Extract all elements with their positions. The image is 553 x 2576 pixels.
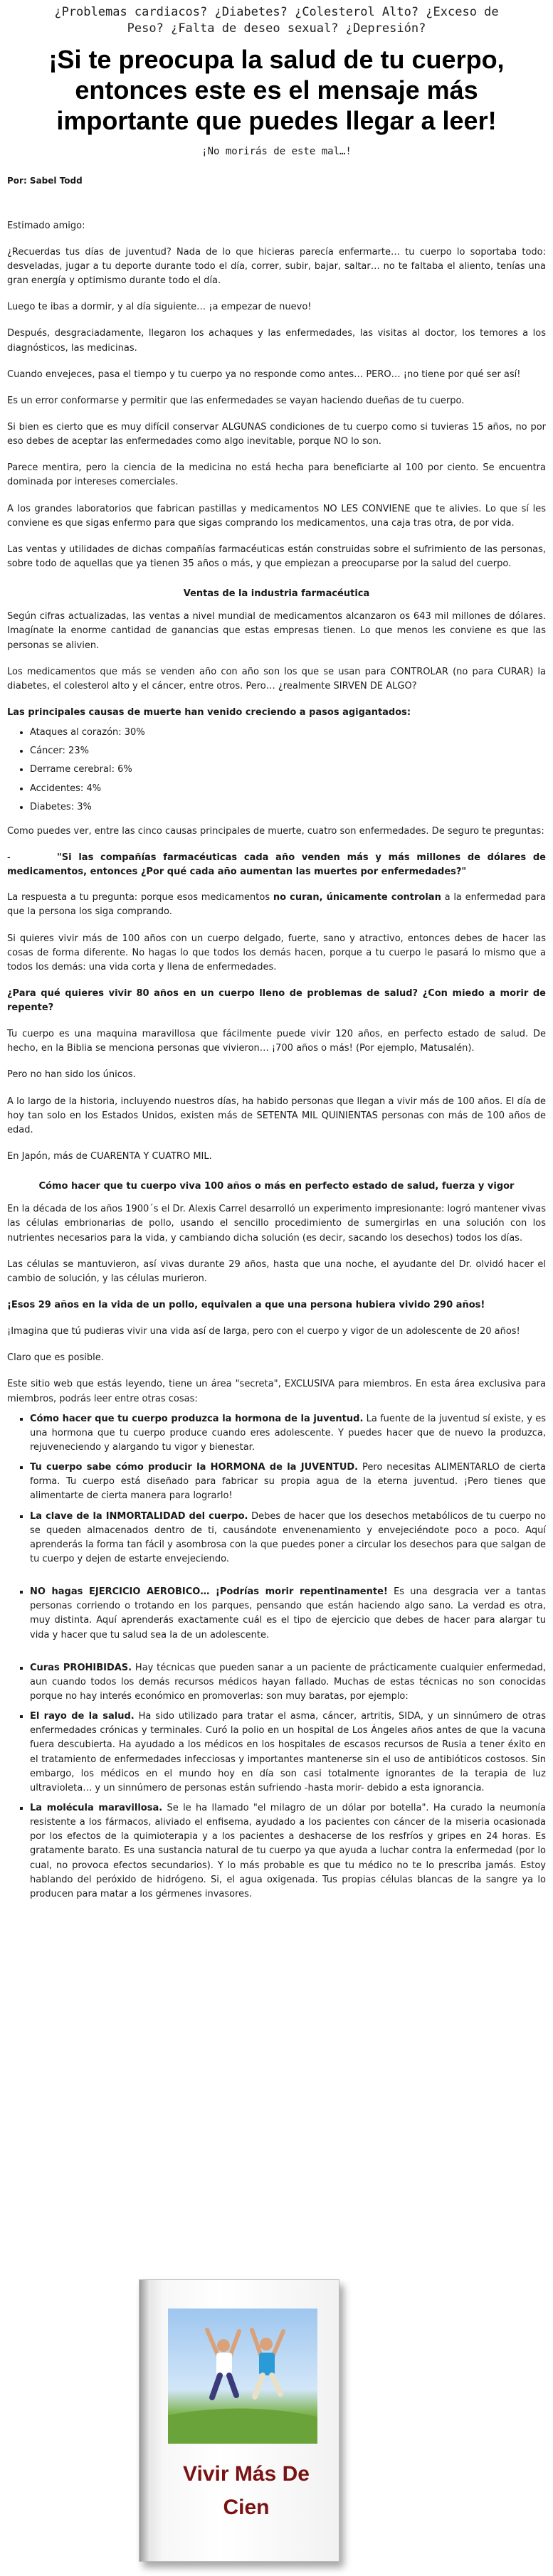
benefit-text: Se le ha llamado "el milagro de un dólar por botella". Ha curado la neumonía resistente a los fármacos, aliviado el enfisema, ayudado a los pacientes con cáncer de la miseria ocasionada por los efectos de la quimioterapia y a los pacientes a deshacerse de los resfríos y gripes en 24 horas. Es gratamente barato. Es una sustancia natural de tu cuerpo ya que ayuda a luchar contra la enfermedad (por lo cual, no provoca efectos secundarios). Y lo más probable es que tu médico no te lo prescriba jamás. Estoy hablando del peróxido de hidrógeno. Si, el agua oxigenada. Tus propias células blancas de la sangre ya lo producen para matar a los gérmenes invasores. <box>30 1802 546 1899</box>
section-heading-ventas: Ventas de la industria farmacéutica <box>183 588 370 600</box>
ebook-title <box>154 2458 339 2524</box>
benefit-text: La fuente de la juventud sí existe, y es una hormona que tu cuerpo produce cuando eres adolescente. Y puedes hacer que de nuevo la produzca, rejuveneciendo y alargando tu vigor y bienestar. <box>30 1413 546 1453</box>
benefit-text: Ha sido utilizado para tratar el asma, cáncer, artritis, SIDA, y un sinnúmero de otras enfermedades crónicas y terminales. Curó la polio en un hospital de Los Ángeles años antes de que la vacuna fuera descubierta. Ha ayudado a los médicos en los hospitales de escasos recursos de Rusia a tener éxito en el tratamiento de enfermedades infecciosas y importantes mantenerse sin el uso de antibióticos costosos. Sin embargo, los médicos en el mundo hoy en día son casi totalmente ignorantes de la terapia de luz ultravioleta… y un sinnúmero de personas están sufriendo -hasta morir- debido a esta ignorancia. <box>30 1711 547 1793</box>
paragraph: Como puedes ver, entre las cinco causas principales de muerte, cuatro son enfermedades. De seguro te preguntas: <box>7 825 544 837</box>
list-item: • Derrame cerebral: 6% <box>30 763 546 777</box>
benefit-text: Hay técnicas que pueden sanar a un paciente de prácticamente cualquier enfermedad, aun cuando todos los demás recursos médicos hayan fallado. Muchas de estas técnicas no son conocidas porque no hay interés económico en promoverlas: son muy baratas, por ejemplo: <box>30 1662 546 1702</box>
section-heading-como: Cómo hacer que tu cuerpo viva 100 años o más en perfecto estado de salud, fuerza y vigor <box>38 1181 515 1192</box>
sales-letter <box>0 4 553 1902</box>
bold-statement: ¡Esos 29 años en la vida de un pollo, equivalen a que una persona hubiera vivido 290 años! <box>7 1300 485 1311</box>
causes-list <box>7 726 546 815</box>
paragraph: Es un error conformarse y permitir que las enfermedades se vayan haciendo dueñas de tu cuerpo. <box>7 395 465 406</box>
benefit-title: Tu cuerpo sabe cómo producir la HORMONA de la JUVENTUD. <box>30 1462 359 1473</box>
paragraph: Si quieres vivir más de 100 años con un cuerpo delgado, fuerte, sano y atractivo, entonces debes de hacer las cosas de forma diferente. No hagas lo que todos los demás hacen, porque a tu cuerpo le pasará lo mismo que a todos los demás: una vida corta y llena de enfermedades. <box>7 933 546 972</box>
cover-photo <box>168 2309 317 2444</box>
list-item: • Ataques al corazón: 30% <box>30 726 546 740</box>
author-byline: Por: Sabel Todd <box>7 176 83 186</box>
paragraph: A los grandes laboratorios que fabrican pastillas y medicamentos NO LES CONVIENE que te alivies. Lo que sí les conviene es que sigas enfermo para que sigas comprando los medicamentos, una caja tras otra, de por vida. <box>7 503 546 529</box>
paragraph: Las ventas y utilidades de dichas compañías farmacéuticas están construidas sobre el sufrimiento de las personas, sobre todo de aquellas que ya tienen 35 años o más, y que empiezan a preocuparse por la salud del cuerpo. <box>7 544 546 569</box>
answer-text: a la enfermedad para que la persona los siga comprando. <box>7 892 546 918</box>
paragraph: A lo largo de la historia, incluyendo nuestros días, ha habido personas que llegan a vivir más de 100 años. El día de hoy tan solo en los Estados Unidos, existen más de SETENTA MIL QUINIENTAS personas con más de 100 años de edad. <box>7 1096 546 1135</box>
benefit-title: La clave de la INMORTALIDAD del cuerpo. <box>30 1510 248 1522</box>
benefit-title: Curas PROHIBIDAS. <box>30 1662 132 1673</box>
list-item: • Accidentes: 4% <box>30 782 546 796</box>
benefit-title: El rayo de la salud. <box>30 1711 135 1722</box>
paragraph: Pero no han sido los únicos. <box>7 1069 136 1081</box>
list-item <box>30 1585 546 1643</box>
list-item: • Cáncer: 23% <box>30 744 546 758</box>
paragraph: Los medicamentos que más se venden año con año son los que se usan para CONTROLAR (no para CURAR) la diabetes, el colesterol alto y el cáncer, entre otros. Pero… ¿realmente SIRVEN DE ALGO? <box>7 666 546 691</box>
jumping-couple-illustration <box>168 2309 317 2444</box>
list-item <box>30 1461 546 1503</box>
paragraph: Tu cuerpo es una maquina maravillosa que fácilmente puede vivir 120 años, en perfecto estado de salud. De hecho, en la Biblia se menciona personas que vivieron… ¡700 años o más! (Por ejemplo, Matusalén). <box>7 1029 546 1054</box>
quote-dash: - <box>7 852 11 863</box>
paragraph: ¡Imagina que tú pudieras vivir una vida así de larga, pero con el cuerpo y vigor de un adolescente de 20 años! <box>7 1326 520 1337</box>
causes-heading: Las principales causas de muerte han venido creciendo a pasos agigantados: <box>7 706 411 718</box>
bold-question: ¿Para qué quieres vivir 80 años en un cuerpo lleno de problemas de salud? ¿Con miedo a morir de repente? <box>7 987 546 1014</box>
benefit-title: La molécula maravillosa. <box>30 1802 163 1813</box>
ebook-title-line: Vivir Más De <box>183 2462 310 2486</box>
paragraph: Parece mentira, pero la ciencia de la medicina no está hecha para beneficiarte al 100 por ciento. Se encuentra dominada por intereses comerciales. <box>7 462 546 488</box>
quote-text: "Si las compañías farmacéuticas cada año venden más y más millones de dólares de medicamentos, entonces ¿Por qué cada año aumentan las muertes por enfermedades?" <box>7 852 546 878</box>
paragraph: Luego te ibas a dormir, y al día siguiente… ¡a empezar de nuevo! <box>7 302 312 313</box>
ebook-title-line: Cien <box>223 2495 270 2519</box>
answer-text: La respuesta a tu pregunta: porque esos medicamentos <box>7 892 273 903</box>
list-item <box>30 1412 546 1455</box>
subheadline: ¡No morirás de este mal…! <box>201 146 352 158</box>
list-item <box>30 1801 546 1902</box>
paragraph: ¿Recuerdas tus días de juventud? Nada de lo que hicieras parecía enfermarte… tu cuerpo lo soportaba todo: desveladas, jugar a tu deporte durante todo el día, correr, subir, bajar, saltar… no te faltaba el aliento, tenías una gran energía y optimismo durante todo el día. <box>7 246 546 287</box>
answer-paragraph <box>7 891 546 919</box>
ebook-spine <box>139 2280 149 2561</box>
benefit-text: Es una desgracia ver a tantas personas corriendo o trotando en los parques, pensando que están haciendo algo sano. La verdad es otra, muy distinta. Aquí aprenderás exactamente cuál es el tipo de ejercicio que debes de hacer para alargar tu vida y hacer que tu salud sea la de un adolescente. <box>30 1586 546 1641</box>
ebook-cover <box>139 2279 352 2571</box>
paragraph: Según cifras actualizadas, las ventas a nivel mundial de medicamentos alcanzaron os 643 mil millones de dólares. Imagínate la enorme cantidad de ganancias que estas empresas tienen. Lo que menos les conviene es que las personas se alivien. <box>7 611 546 651</box>
benefit-title: NO hagas EJERCICIO AEROBICO… ¡Podrías morir repentinamente! <box>30 1586 388 1598</box>
greeting: Estimado amigo: <box>7 220 85 231</box>
list-item <box>30 1510 546 1567</box>
answer-emphasis: no curan, únicamente controlan <box>273 892 441 903</box>
paragraph: Claro que es posible. <box>7 1352 104 1364</box>
list-item <box>30 1661 546 1704</box>
paragraph: Después, desgraciadamente, llegaron los achaques y las enfermedades, las visitas al doctor, los temores a los diagnósticos, las medicinas. <box>7 328 546 354</box>
key-question-quote <box>7 851 546 879</box>
paragraph: En la década de los años 1900´s el Dr. Alexis Carrel desarrolló un experimento impresionante: logró mantener vivas las células embrionarias de pollo, usando el sencillo procedimiento de sumergirlas en una solución con los nutrientes necesarios para la vida, y cambiando dicha solución (es decir, sacando los desechos) todos los días. <box>7 1204 546 1244</box>
paragraph: Si bien es cierto que es muy difícil conservar ALGUNAS condiciones de tu cuerpo como si tuvieras 15 años, no por eso debes de aceptar las enfermedades como algo inevitable, porque NO lo son. <box>7 421 546 447</box>
ebook-cover-box <box>139 2279 339 2562</box>
paragraph: Cuando envejeces, pasa el tiempo y tu cuerpo ya no responde como antes… PERO… ¡no tiene por qué ser así! <box>7 369 521 380</box>
paragraph: Las células se mantuvieron, así vivas durante 29 años, hasta que una noche, el ayudante del Dr. olvidó hacer el cambio de solución, y las células murieron. <box>7 1258 546 1284</box>
paragraph: Este sitio web que estás leyendo, tiene un área "secreta", EXCLUSIVA para miembros. En esta área exclusiva para miembros, podrás leer entre otras cosas: <box>7 1379 546 1404</box>
benefit-text: Debes de hacer que los desechos metabólicos de tu cuerpo no se queden almacenados dentro de ti, causándote envenenamiento y envejeciéndote poco a poco. Aquí aprenderás la forma tan fácil y asombrosa con la que puedes poner a circular los desechos para que salgan de tu cuerpo y dejen de estarte envejeciendo. <box>30 1510 547 1564</box>
page-headline: ¡Si te preocupa la salud de tu cuerpo, entonces este es el mensaje más importante que puedes llegar a leer! <box>48 44 505 136</box>
benefit-text: Pero necesitas ALIMENTARLO de cierta forma. Tu cuerpo está diseñado para fabricar su propia agua de la eterna juventud. ¡Pero tienes que alimentarte de cierta manera para lograrlo! <box>30 1462 547 1502</box>
paragraph: En Japón, más de CUARENTA Y CUATRO MIL. <box>7 1151 212 1162</box>
benefit-title: Cómo hacer que tu cuerpo produzca la hormona de la juventud. <box>30 1413 364 1424</box>
members-benefits-list <box>7 1412 546 1902</box>
list-item <box>30 1710 546 1796</box>
list-item: • Diabetes: 3% <box>30 800 546 815</box>
top-questions: ¿Problemas cardiacos? ¿Diabetes? ¿Colesterol Alto? ¿Exceso de Peso? ¿Falta de deseo sexual? ¿Depresión? <box>54 5 499 36</box>
